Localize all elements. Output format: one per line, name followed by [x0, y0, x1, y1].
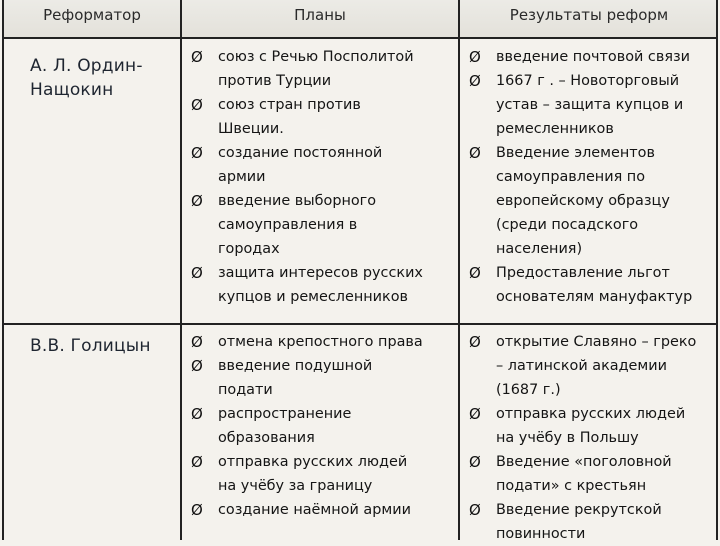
arrow-bullet-icon: Ø — [191, 405, 203, 423]
list-item-line: самоуправления по — [496, 169, 646, 185]
list-item-line: Введение рекрутской — [496, 502, 662, 518]
list-item-line: самоуправления в — [218, 217, 358, 233]
list-item — [188, 402, 456, 450]
list-item — [188, 498, 456, 522]
reformer-name-line: В.В. Голицын — [30, 336, 151, 356]
list-item — [466, 450, 718, 498]
arrow-bullet-icon: Ø — [469, 453, 481, 471]
table-header-row — [4, 0, 716, 38]
arrow-bullet-icon: Ø — [469, 48, 481, 66]
list-item — [188, 261, 456, 309]
list-item — [466, 402, 718, 450]
list-item — [466, 45, 718, 69]
list-item-line: населения) — [496, 241, 583, 257]
arrow-bullet-icon: Ø — [191, 48, 203, 66]
list-item-line: союз стран против — [218, 97, 361, 113]
arrow-bullet-icon: Ø — [191, 501, 203, 519]
column-divider — [180, 0, 182, 540]
list-item-line: отмена крепостного права — [218, 334, 423, 350]
list-item-line: распространение — [218, 406, 352, 422]
list-item — [188, 450, 456, 498]
arrow-bullet-icon: Ø — [191, 264, 203, 282]
list-item-line: открытие Славяно – греко — [496, 334, 697, 350]
list-item-line: против Турции — [218, 73, 332, 89]
list-item-line: 1667 г . – Новоторговый — [496, 73, 680, 89]
row-divider — [4, 323, 716, 325]
reforms-table — [2, 0, 718, 540]
list-item-line: образования — [218, 430, 315, 446]
list-item-line: (среди посадского — [496, 217, 639, 233]
list-item — [188, 141, 456, 189]
arrow-bullet-icon: Ø — [191, 192, 203, 210]
list-item-line: ремесленников — [496, 121, 614, 137]
list-item-line: (1687 г.) — [496, 382, 561, 398]
list-item — [466, 69, 718, 141]
list-item-line: союз с Речью Посполитой — [218, 49, 414, 65]
list-item-line: Предоставление льгот — [496, 265, 670, 281]
list-item-line: создание наёмной армии — [218, 502, 411, 518]
arrow-bullet-icon: Ø — [469, 333, 481, 351]
list-item-line: отправка русских людей — [218, 454, 408, 470]
list-item-line: на учёбу за границу — [218, 478, 373, 494]
header-results: Результаты реформ — [509, 6, 669, 24]
header-plans: Планы — [294, 6, 346, 24]
list-item-line: городах — [218, 241, 280, 257]
arrow-bullet-icon: Ø — [191, 453, 203, 471]
list-item-line: введение выборного — [218, 193, 377, 209]
list-item-line: подати» с крестьян — [496, 478, 647, 494]
column-divider — [458, 0, 460, 540]
arrow-bullet-icon: Ø — [191, 357, 203, 375]
list-item-line: Введение элементов — [496, 145, 655, 161]
results-list — [466, 330, 718, 546]
arrow-bullet-icon: Ø — [191, 333, 203, 351]
arrow-bullet-icon: Ø — [469, 72, 481, 90]
list-item-line: создание постоянной — [218, 145, 383, 161]
list-item-line: Швеции. — [218, 121, 284, 137]
results-list — [466, 45, 718, 309]
list-item-line: устав – защита купцов и — [496, 97, 684, 113]
arrow-bullet-icon: Ø — [191, 96, 203, 114]
list-item — [466, 330, 718, 402]
arrow-bullet-icon: Ø — [469, 264, 481, 282]
list-item-line: введение подушной — [218, 358, 373, 374]
arrow-bullet-icon: Ø — [469, 405, 481, 423]
list-item-line: на учёбу в Польшу — [496, 430, 639, 446]
list-item — [188, 354, 456, 402]
plans-list — [188, 330, 456, 522]
list-item — [188, 93, 456, 141]
arrow-bullet-icon: Ø — [191, 144, 203, 162]
list-item-line: защита интересов русских — [218, 265, 423, 281]
list-item-line: основателям мануфактур — [496, 289, 693, 305]
list-item-line: подати — [218, 382, 273, 398]
list-item — [188, 45, 456, 93]
list-item-line: введение почтовой связи — [496, 49, 690, 65]
reformer-cell — [30, 334, 151, 358]
reformer-name-line: А. Л. Ордин- — [30, 56, 143, 76]
list-item-line: купцов и ремесленников — [218, 289, 409, 305]
row-divider — [4, 37, 716, 39]
reformer-name-line: Нащокин — [30, 80, 114, 100]
list-item-line: отправка русских людей — [496, 406, 686, 422]
header-reformer: Реформатор — [43, 6, 141, 24]
plans-list — [188, 45, 456, 309]
list-item — [466, 141, 718, 261]
arrow-bullet-icon: Ø — [469, 144, 481, 162]
arrow-bullet-icon: Ø — [469, 501, 481, 519]
list-item-line: европейскому образцу — [496, 193, 670, 209]
list-item — [466, 498, 718, 546]
list-item — [188, 189, 456, 261]
reformer-cell — [30, 54, 143, 102]
list-item-line: – латинской академии — [496, 358, 667, 374]
list-item — [188, 330, 456, 354]
list-item-line: армии — [218, 169, 266, 185]
list-item — [466, 261, 718, 309]
list-item-line: повинности — [496, 526, 586, 542]
list-item-line: Введение «поголовной — [496, 454, 672, 470]
